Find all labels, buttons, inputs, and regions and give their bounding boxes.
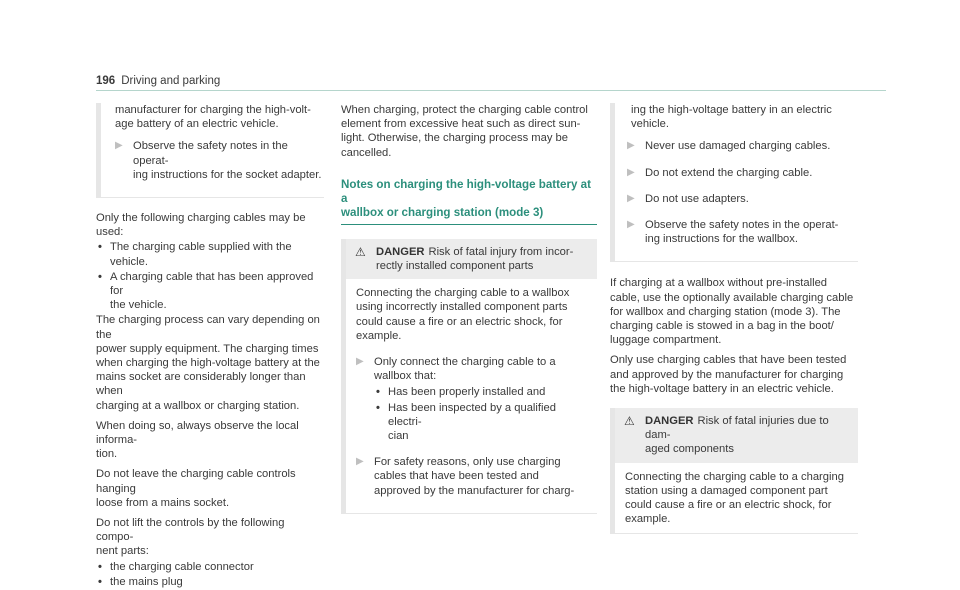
arrow-icon: ▶ [627, 219, 635, 231]
heading-divider [341, 224, 597, 225]
column-2 [341, 103, 597, 528]
warning-icon: ⚠ [355, 244, 366, 259]
note-bullet: ▶ Observe the safety notes in the operat- ing instructions for the socket adapter. [115, 140, 322, 181]
arrow-icon: ▶ [356, 456, 364, 468]
continued-box: ing the high-voltage battery in an electric vehicle. ▶ Never use damaged charging cables. ▶ Do not extend the charging cable. ▶ Do not use adapters. ▶ Observe the safety notes in the operat- ing instructions for the wallbox. [610, 103, 858, 262]
arrow-icon: ▶ [356, 356, 364, 368]
list-item: • The charging cable supplied with the vehicle. [98, 241, 292, 268]
danger-header: ⚠ DANGER Risk of fatal injury from incor- rectly installed component parts [346, 239, 597, 279]
page-header [96, 74, 220, 88]
danger-box [341, 239, 597, 514]
danger-box [610, 408, 858, 534]
paragraph: Do not lift the controls by the following compo- nent parts: [96, 517, 285, 558]
section-title: Driving and parking [121, 75, 221, 87]
note-text: manufacturer for charging the high-volt- age battery of an electric vehicle. [115, 104, 311, 131]
list-item: • A charging cable that has been approved for the vehicle. [98, 270, 314, 312]
paragraph: The charging process can vary depending on the power supply equipment. The charging times when charging the high-voltage battery at the mains socket are considerably longer than when charging at a wallbox or charging station. [96, 314, 320, 412]
danger-header: ⚠ DANGER Risk of fatal injuries due to dam- aged components [615, 408, 858, 463]
section-heading: Notes on charging the high-voltage battery at a wallbox or charging station (mode 3) [341, 177, 591, 219]
instruction-bullet: ▶ Do not extend the charging cable. [627, 166, 813, 179]
danger-label: DANGER [376, 245, 425, 258]
page-number: 196 [96, 75, 116, 87]
list-item: • the mains plug [98, 575, 183, 588]
arrow-icon: ▶ [627, 166, 635, 178]
list-item: • the charging cable connector [98, 560, 254, 573]
arrow-icon: ▶ [115, 140, 123, 152]
instruction-bullet: ▶ Only connect the charging cable to a wallbox that: • Has been properly installed and • Has been inspected by a qualified electri- cian [356, 355, 589, 443]
instruction-bullet: ▶ For safety reasons, only use charging cables that have been tested and approved by the manufacturer for charg- [356, 456, 575, 497]
arrow-icon: ▶ [627, 192, 635, 204]
list-item: • Has been inspected by a qualified electri- cian [376, 401, 556, 443]
warning-icon: ⚠ [624, 414, 635, 429]
instruction-bullet: ▶ Never use damaged charging cables. [627, 140, 831, 153]
paragraph: Only use charging cables that have been tested and approved by the manufacturer for charging the high-voltage battery in an electric vehicle. [610, 354, 847, 395]
danger-body: Connecting the charging cable to a charging station using a damaged component part could cause a fire or an electric shock, for example. [625, 470, 844, 526]
instruction-bullet: ▶ Do not use adapters. [627, 192, 749, 205]
arrow-icon: ▶ [627, 140, 635, 152]
paragraph: When charging, protect the charging cable control element from excessive heat such as direct sun- light. Otherwise, the charging process may be cancelled. [341, 104, 588, 159]
column-1 [96, 103, 324, 590]
note-box [96, 103, 324, 198]
cables-intro: Only the following charging cables may be used: [96, 212, 306, 239]
instruction-bullet: ▶ Observe the safety notes in the operat- ing instructions for the wallbox. [627, 219, 839, 246]
paragraph: If charging at a wallbox without pre-installed cable, use the optionally available charging cable for wallbox and charging station (mode 3). The charging cable is stowed in a bag in the boot/ luggage compartment. [610, 277, 854, 347]
list-item: • Has been properly installed and [376, 386, 546, 399]
column-3 [610, 103, 858, 548]
danger-body: Connecting the charging cable to a wallbox using incorrectly installed component parts could cause a fire or an electric shock, for example. ▶ Only connect the charging cable to a wallbox that: • Has been properly installed and • Has been inspected by a qualified electri- cian ▶ For safety reasons, only use charging cables that have been tested and approved by the manufacturer for charg- [346, 279, 597, 513]
header-divider [96, 90, 886, 91]
paragraph: When doing so, always observe the local informa- tion. [96, 419, 299, 461]
paragraph: Do not leave the charging cable controls hanging loose from a mains socket. [96, 468, 296, 509]
danger-label: DANGER [645, 415, 694, 428]
